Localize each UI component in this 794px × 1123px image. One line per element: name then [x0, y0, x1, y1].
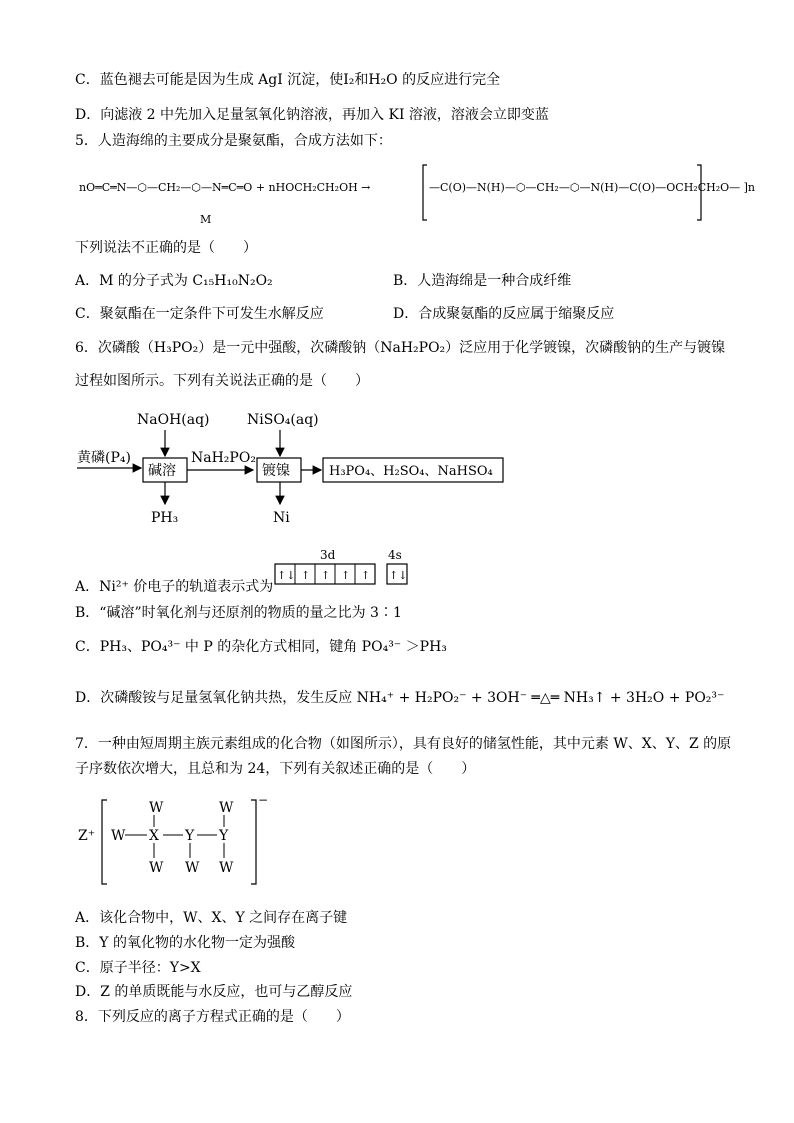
- orbital-3d-box-2: ↑: [301, 569, 311, 582]
- q7-option-a: A．该化合物中，W、X、Y 之间存在离子键: [75, 910, 348, 926]
- q5-eq-right: —C(O)—N(H)—⬡—CH₂—⬡—N(H)—C(O)—OCH₂CH₂O— ]n: [429, 181, 756, 194]
- q5-option-a: A．M 的分子式为 C₁₅H₁₀N₂O₂: [75, 273, 273, 289]
- q6-option-b: B．“碱溶”时氧化剂与还原剂的物质的量之比为 3∶1: [75, 605, 402, 621]
- flow-output-label: H₃PO₄、H₂SO₄、NaHSO₄: [329, 464, 493, 479]
- q6-orbital-diagram: [272, 548, 417, 588]
- q5-option-b: B．人造海绵是一种合成纤维: [393, 273, 572, 289]
- q5-question: 下列说法不正确的是（ ）: [75, 240, 257, 256]
- q7-stem-line1: 7．一种由短周期主族元素组成的化合物（如图所示），具有良好的储氢性能，其中元素 W、X、Y、Z 的原: [75, 736, 732, 752]
- q7-structure-diagram: [75, 790, 275, 890]
- orbital-3d-box-5: ↑: [361, 569, 371, 582]
- struct-right-bracket: [251, 800, 256, 884]
- orbital-4s-label: 4s: [388, 548, 402, 562]
- flow-ph3-label: PH₃: [151, 510, 179, 526]
- flow-box1-label: 碱溶: [148, 463, 176, 479]
- flow-naoh-label: NaOH(aq): [137, 412, 210, 428]
- struct-w-left: W: [111, 828, 126, 844]
- q7-option-c: C．原子半径：Y>X: [75, 960, 201, 976]
- q5-reaction-scheme: [75, 155, 756, 230]
- q6-stem-line1: 6．次磷酸（H₃PO₂）是一元中强酸，次磷酸钠（NaH₂PO₂）泛应用于化学镀镍，次磷酸钠的生产与镀镍: [75, 340, 726, 356]
- orbital-3d-box-1: ↑↓: [277, 569, 296, 582]
- orbital-3d-box-4: ↑: [341, 569, 351, 582]
- flow-niso4-label: NiSO₄(aq): [247, 412, 319, 428]
- q5-eq-left: nO═C═N—⬡—CH₂—⬡—N═C═O + nHOCH₂CH₂OH →: [79, 181, 371, 194]
- q8-stem: 8．下列反应的离子方程式正确的是（ ）: [75, 1009, 350, 1025]
- q5-label-m: M: [200, 213, 212, 226]
- struct-y-right: Y: [219, 828, 229, 844]
- q7-option-b: B．Y 的氧化物的水化物一定为强酸: [75, 935, 295, 951]
- struct-x: X: [149, 828, 159, 844]
- q5-option-c: C．聚氨酯在一定条件下可发生水解反应: [75, 306, 324, 322]
- struct-w-bottom-y1: W: [185, 860, 200, 876]
- q5-left-bracket: [423, 165, 427, 220]
- orbital-3d-boxes: [275, 564, 375, 584]
- struct-w-top-x: W: [149, 800, 164, 816]
- flow-input-label: 黄磷(P₄): [77, 450, 131, 466]
- q5-stem: 5．人造海绵的主要成分是聚氨酯，合成方法如下：: [75, 133, 392, 149]
- q4-option-d: D．向滤液 2 中先加入足量氢氧化钠溶液，再加入 KI 溶液，溶液会立即变蓝: [75, 107, 549, 123]
- q6-option-a: A．Ni²⁺ 价电子的轨道表示式为: [75, 579, 274, 595]
- struct-charge: −: [258, 793, 269, 807]
- orbital-3d-box-3: ↑: [321, 569, 331, 582]
- struct-w-top-y2: W: [219, 800, 234, 816]
- orbital-4s-arrows: ↑↓: [389, 569, 408, 582]
- struct-w-bottom-y2: W: [219, 860, 234, 876]
- orbital-3d-label: 3d: [320, 548, 336, 562]
- flow-mid-label: NaH₂PO₂: [191, 450, 256, 466]
- q5-option-d: D．合成聚氨酯的反应属于缩聚反应: [393, 306, 615, 322]
- q6-option-c: C．PH₃、PO₄³⁻ 中 P 的杂化方式相同，键角 PO₄³⁻ ＞PH₃: [75, 639, 447, 655]
- q4-option-c: C．蓝色褪去可能是因为生成 AgI 沉淀，使I₂和H₂O 的反应进行完全: [75, 72, 501, 88]
- struct-y-middle: Y: [185, 828, 195, 844]
- struct-z-label: Z⁺: [78, 828, 96, 844]
- q7-stem-line2: 子序数依次增大，且总和为 24，下列有关叙述正确的是（ ）: [75, 761, 476, 777]
- struct-w-bottom-x: W: [149, 860, 164, 876]
- q6-flow-diagram: [75, 400, 525, 530]
- flow-box2-label: 镀镍: [262, 463, 290, 479]
- q7-option-d: D．Z 的单质既能与水反应，也可与乙醇反应: [75, 984, 353, 1000]
- q6-option-d: D．次磷酸铵与足量氢氧化钠共热，发生反应 NH₄⁺ + H₂PO₂⁻ + 3OH⁻ ═△═ NH₃↑ + 3H₂O + PO₂³⁻: [75, 690, 725, 706]
- q6-stem-line2: 过程如图所示。下列有关说法正确的是（ ）: [75, 373, 369, 389]
- struct-left-bracket: [102, 800, 107, 884]
- flow-ni-label: Ni: [273, 510, 290, 526]
